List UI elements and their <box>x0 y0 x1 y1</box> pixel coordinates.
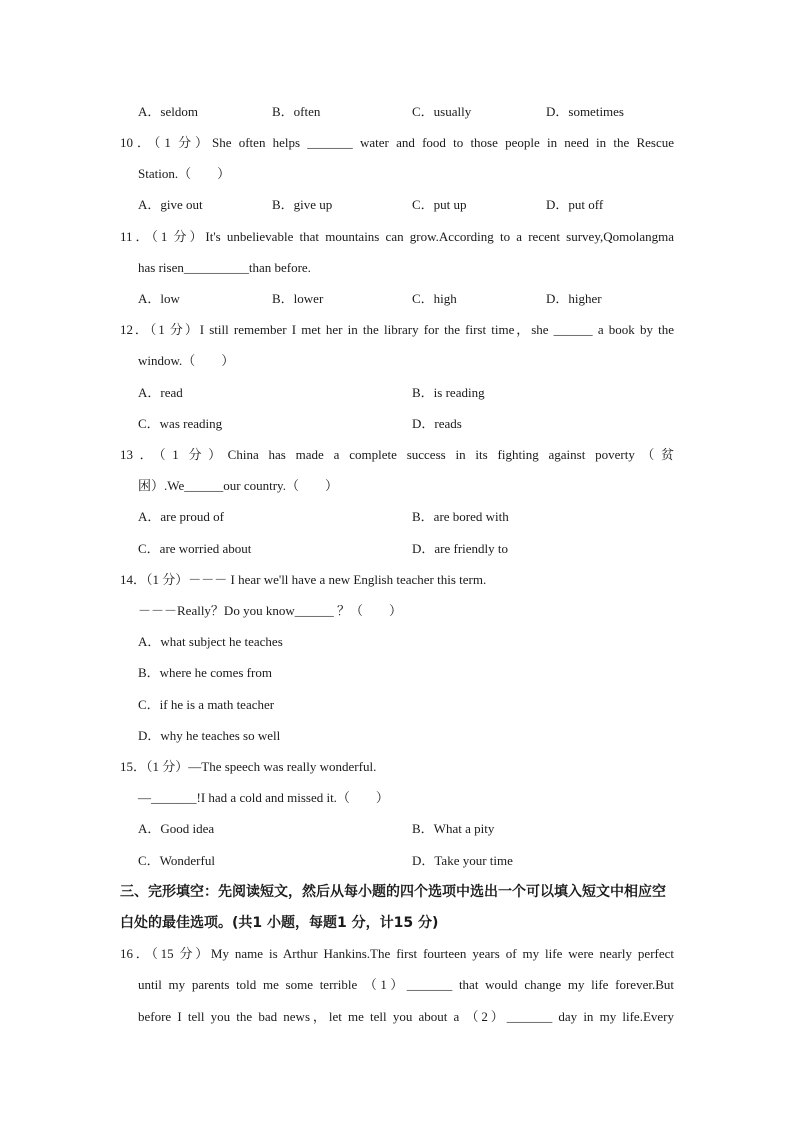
q15-stem-line2: —_______!I had a cold and missed it.（ ） <box>138 790 389 805</box>
q13-option-b: B．are bored with <box>412 509 509 524</box>
q11-stem-line1: 11．（1 分）It's unbelievable that mountains can grow.According to a recent survey,Qomolangma <box>120 229 674 244</box>
q10-stem-line1: 10．（1 分）She often helps _______ water and food to those people in need in the Rescue <box>120 135 674 150</box>
q16-passage-line1: 16．（15 分）My name is Arthur Hankins.The first fourteen years of my life were nearly perfect <box>120 946 674 961</box>
q14-stem-line2: －－－Really？Do you know______ ？（ ） <box>138 603 402 618</box>
section3-heading-line1: 三、完形填空：先阅读短文，然后从每小题的四个选项中选出一个可以填入短文中相应空 <box>120 884 666 900</box>
q13-option-c: C．are worried about <box>138 541 252 556</box>
q15-stem-line1: 15．（1 分）—The speech was really wonderful. <box>120 759 377 774</box>
q9-option-b: B．often <box>272 104 321 119</box>
q11-option-d: D．higher <box>546 291 602 306</box>
q15-option-c: C．Wonderful <box>138 853 215 868</box>
q10-stem-line2: Station.（ ） <box>138 166 231 181</box>
q14-option-d: D．why he teaches so well <box>138 728 281 743</box>
section3-heading-line2: 白处的最佳选项。(共1 小题，每题1 分，计15 分) <box>120 915 439 931</box>
q9-option-a: A．seldom <box>138 104 198 119</box>
q12-option-a: A．read <box>138 385 183 400</box>
q15-option-b: B．What a pity <box>412 821 495 836</box>
q14-option-a: A．what subject he teaches <box>138 634 283 649</box>
q13-option-a: A．are proud of <box>138 509 224 524</box>
q14-stem-line1: 14．（1 分）－－－ I hear we'll have a new English teacher this term. <box>120 572 487 587</box>
q11-stem-line2: has risen__________than before. <box>138 260 311 275</box>
q16-passage-line2: until my parents told me some terrible （1）_______ that would change my life forever.But <box>138 977 674 992</box>
q10-option-b: B．give up <box>272 197 333 212</box>
q10-option-a: A．give out <box>138 197 203 212</box>
q14-option-b: B．where he comes from <box>138 665 272 680</box>
q12-option-b: B．is reading <box>412 385 485 400</box>
q15-option-a: A．Good idea <box>138 821 215 836</box>
q12-stem-line1: 12．（1 分）I still remember I met her in the library for the first time，she ______ a book by the <box>120 322 674 337</box>
q9-option-c: C．usually <box>412 104 472 119</box>
q13-option-d: D．are friendly to <box>412 541 509 556</box>
q10-option-d: D．put off <box>546 197 604 212</box>
q13-stem-line2: 困）.We______our country.（ ） <box>138 478 338 493</box>
q12-option-d: D．reads <box>412 416 462 431</box>
q10-option-c: C．put up <box>412 197 467 212</box>
q11-option-c: C．high <box>412 291 457 306</box>
q12-stem-line2: window.（ ） <box>138 353 235 368</box>
q12-option-c: C．was reading <box>138 416 223 431</box>
q13-stem-line1: 13．（1 分）China has made a complete success in its fighting against poverty（贫 <box>120 447 674 462</box>
q11-option-b: B．lower <box>272 291 324 306</box>
q9-option-d: D．sometimes <box>546 104 624 119</box>
q14-option-c: C．if he is a math teacher <box>138 697 275 712</box>
q15-option-d: D．Take your time <box>412 853 513 868</box>
q16-passage-line3: before I tell you the bad news，let me tell you about a （2）_______ day in my life.Every <box>138 1009 674 1024</box>
q11-option-a: A．low <box>138 291 180 306</box>
